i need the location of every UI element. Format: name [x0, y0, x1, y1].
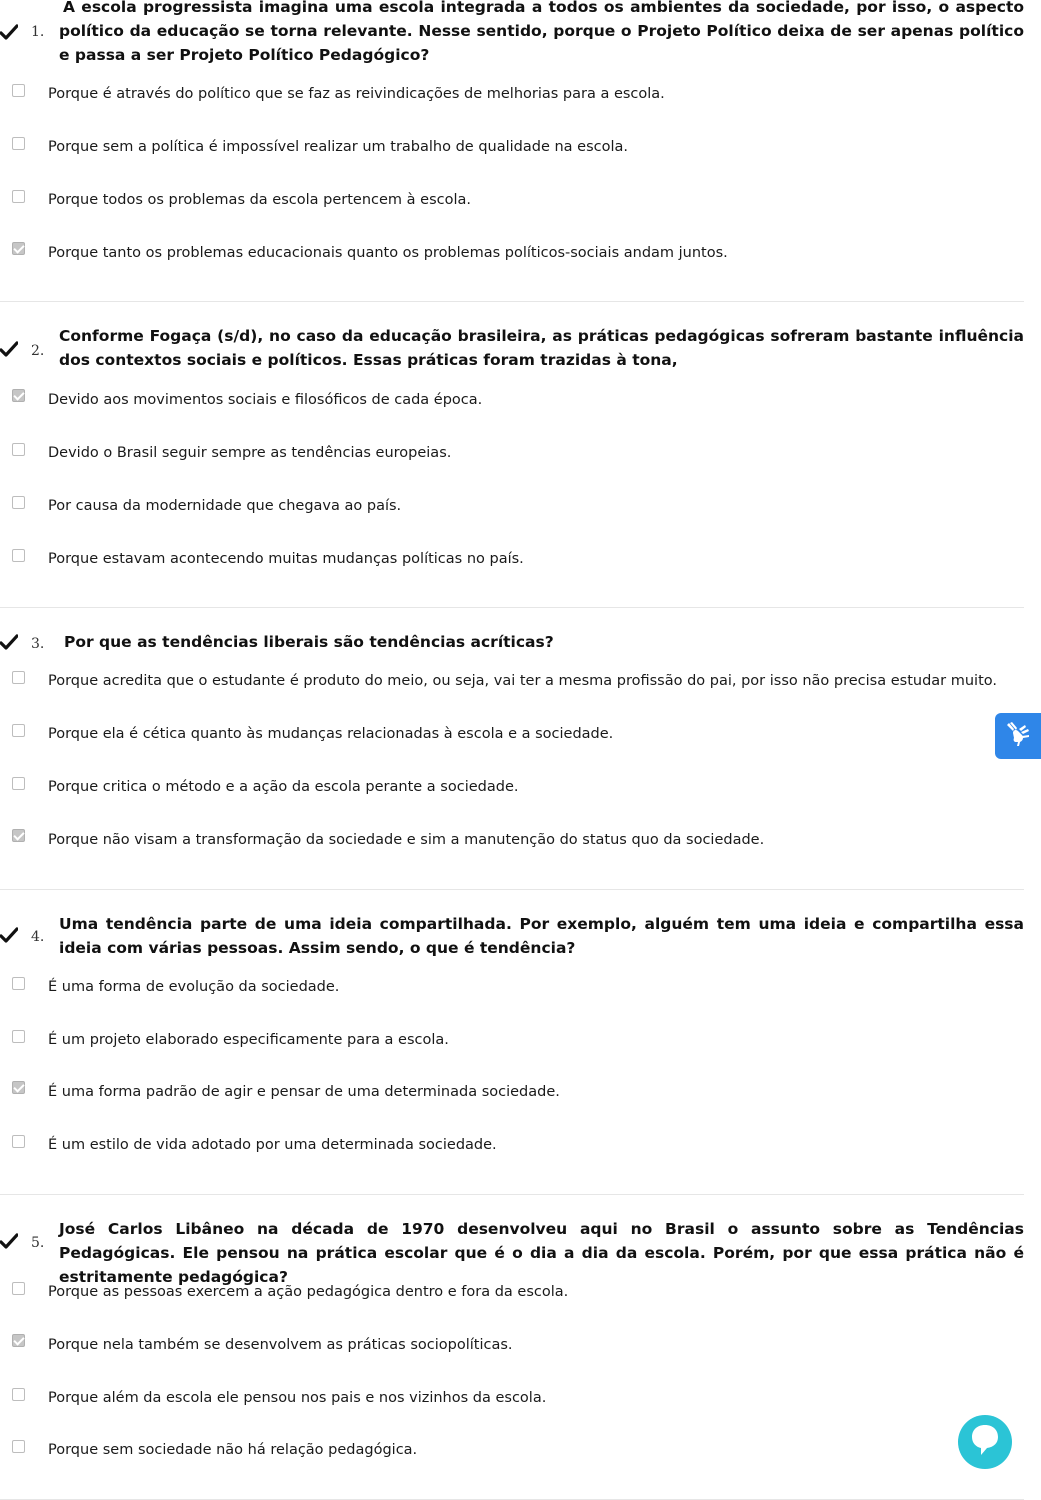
- question-text: Por que as tendências liberais são tendências acríticas?: [64, 633, 554, 651]
- option-5-d[interactable]: [0, 1440, 1000, 1464]
- option-label: Porque ela é cética quanto às mudanças relacionadas à escola e a sociedade.: [48, 726, 614, 742]
- checkbox[interactable]: [12, 1282, 25, 1295]
- checkbox-checked[interactable]: [12, 1334, 25, 1347]
- option-label: Porque todos os problemas da escola pertencem à escola.: [48, 192, 471, 208]
- option-label: Porque estavam acontecendo muitas mudanças políticas no país.: [48, 551, 524, 567]
- checkbox[interactable]: [12, 1030, 25, 1043]
- option-5-c[interactable]: [0, 1388, 1000, 1412]
- question-number: 1.: [31, 24, 45, 40]
- option-1-b[interactable]: [0, 137, 1000, 161]
- option-2-a[interactable]: [0, 390, 1000, 414]
- option-label: Por causa da modernidade que chegava ao país.: [48, 498, 402, 514]
- divider: [0, 301, 1024, 302]
- option-label: Porque acredita que o estudante é produto do meio, ou seja, vai ter a mesma profissão do pai, por isso não precisa estudar muito.: [48, 673, 997, 689]
- question-number: 5.: [31, 1235, 45, 1251]
- checkbox[interactable]: [12, 443, 25, 456]
- divider: [0, 1194, 1024, 1195]
- option-label: Devido o Brasil seguir sempre as tendências europeias.: [48, 445, 452, 461]
- checkbox[interactable]: [12, 549, 25, 562]
- checkbox[interactable]: [12, 671, 25, 684]
- checkbox-checked[interactable]: [12, 1081, 25, 1094]
- option-5-a[interactable]: [0, 1282, 1000, 1306]
- question-number: 3.: [31, 636, 45, 652]
- option-label: É uma forma padrão de agir e pensar de uma determinada sociedade.: [48, 1084, 560, 1100]
- option-2-c[interactable]: [0, 496, 1000, 520]
- checkbox-checked[interactable]: [12, 389, 25, 402]
- checkbox[interactable]: [12, 977, 25, 990]
- option-2-b[interactable]: [0, 443, 1000, 467]
- checkbox[interactable]: [12, 190, 25, 203]
- option-label: Devido aos movimentos sociais e filosóficos de cada época.: [48, 392, 483, 408]
- option-label: É um projeto elaborado especificamente para a escola.: [48, 1032, 449, 1048]
- sign-language-hands-icon: [1004, 721, 1032, 752]
- checkbox[interactable]: [12, 777, 25, 790]
- option-4-a[interactable]: [0, 977, 1000, 1001]
- chat-button[interactable]: [958, 1415, 1012, 1469]
- checkmark-icon: [0, 341, 18, 357]
- option-4-b[interactable]: [0, 1030, 1000, 1054]
- option-label: Porque é através do político que se faz as reivindicações de melhorias para a escola.: [48, 86, 665, 102]
- option-1-a[interactable]: [0, 84, 1000, 108]
- option-3-c[interactable]: [0, 777, 1000, 801]
- checkbox[interactable]: [12, 724, 25, 737]
- option-2-d[interactable]: [0, 549, 1000, 573]
- question-text: Uma tendência parte de uma ideia compartilhada. Por exemplo, alguém tem uma ideia e compartilha essa ideia com várias pessoas. Assim sendo, o que é tendência?: [59, 915, 1024, 957]
- option-label: Porque critica o método e a ação da escola perante a sociedade.: [48, 779, 519, 795]
- checkbox[interactable]: [12, 137, 25, 150]
- question-text: José Carlos Libâneo na década de 1970 desenvolveu aqui no Brasil o assunto sobre as Tendências Pedagógicas. Ele pensou na prática escolar que é o dia a dia da escola. Porém, por que essa prática não é estritamente pedagógica?: [59, 1220, 1024, 1286]
- option-label: Porque as pessoas exercem a ação pedagógica dentro e fora da escola.: [48, 1284, 569, 1300]
- option-5-b[interactable]: [0, 1335, 1000, 1359]
- option-label: Porque tanto os problemas educacionais quanto os problemas políticos-sociais andam juntos.: [48, 245, 728, 261]
- checkbox[interactable]: [12, 1440, 25, 1453]
- option-3-a[interactable]: [0, 671, 1000, 695]
- option-label: É uma forma de evolução da sociedade.: [48, 979, 340, 995]
- accessibility-button[interactable]: [995, 713, 1041, 759]
- option-3-d[interactable]: [0, 830, 1000, 854]
- checkbox[interactable]: [12, 1388, 25, 1401]
- option-label: Porque sem sociedade não há relação pedagógica.: [48, 1442, 418, 1458]
- checkbox[interactable]: [12, 496, 25, 509]
- checkbox-checked[interactable]: [12, 242, 25, 255]
- question-number: 2.: [31, 343, 45, 359]
- question-text: A escola progressista imagina uma escola integrada a todos os ambientes da sociedade, por isso, o aspecto político da educação se torna relevante. Nesse sentido, porque o Projeto Político deixa de ser apenas político e passa a ser Projeto Político Pedagógico?: [59, 0, 1024, 64]
- checkmark-icon: [0, 24, 18, 40]
- option-3-b[interactable]: [0, 724, 1000, 748]
- divider: [0, 889, 1024, 890]
- option-4-c[interactable]: [0, 1082, 1000, 1106]
- checkbox-checked[interactable]: [12, 829, 25, 842]
- option-label: É um estilo de vida adotado por uma determinada sociedade.: [48, 1137, 497, 1153]
- checkmark-icon: [0, 634, 18, 650]
- checkbox[interactable]: [12, 84, 25, 97]
- question-number: 4.: [31, 929, 45, 945]
- option-1-d[interactable]: [0, 243, 1000, 267]
- chat-bubble-icon: [968, 1422, 1002, 1463]
- option-4-d[interactable]: [0, 1135, 1000, 1159]
- option-label: Porque não visam a transformação da sociedade e sim a manutenção do status quo da sociedade.: [48, 832, 765, 848]
- question-text: Conforme Fogaça (s/d), no caso da educação brasileira, as práticas pedagógicas sofreram bastante influência dos contextos sociais e políticos. Essas práticas foram trazidas à tona,: [59, 327, 1024, 369]
- option-label: Porque além da escola ele pensou nos pais e nos vizinhos da escola.: [48, 1390, 547, 1406]
- checkmark-icon: [0, 1233, 18, 1249]
- checkbox[interactable]: [12, 1135, 25, 1148]
- checkmark-icon: [0, 927, 18, 943]
- option-label: Porque nela também se desenvolvem as práticas sociopolíticas.: [48, 1337, 513, 1353]
- option-label: Porque sem a política é impossível realizar um trabalho de qualidade na escola.: [48, 139, 629, 155]
- divider: [0, 607, 1024, 608]
- option-1-c[interactable]: [0, 190, 1000, 214]
